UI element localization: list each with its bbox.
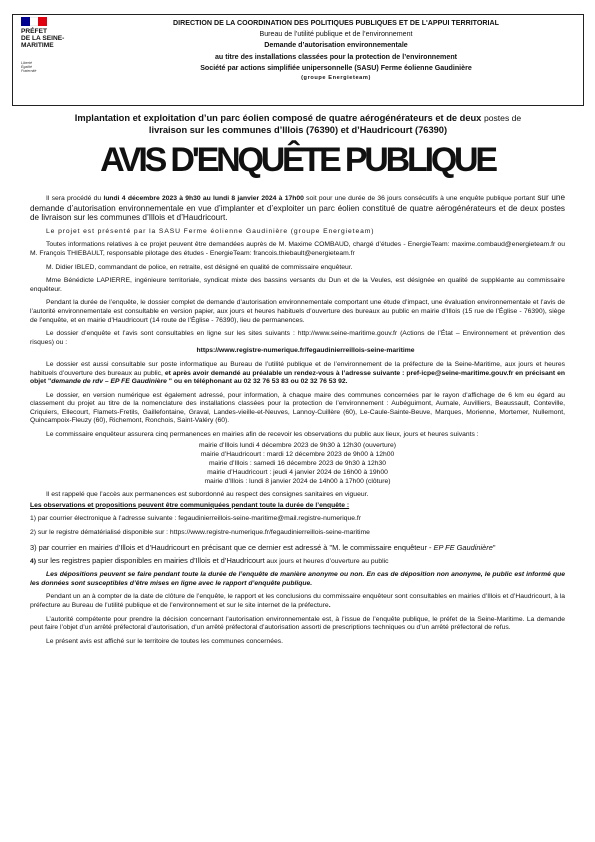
subtitle-part1: Implantation et exploitation d’un parc éolien composé de quatre aérogénérateurs et de deux bbox=[74, 113, 484, 123]
french-flag-icon bbox=[21, 17, 47, 26]
header-societe: Société par actions simplifiée unipersonnelle (SASU) Ferme éolienne Gaudinière bbox=[200, 63, 472, 72]
para-dates-c: soit pour une durée de 36 jours consécutifs à une enquête publique portant bbox=[303, 195, 538, 202]
item-courrier-b: EP FE Gaudinière bbox=[433, 542, 493, 552]
para-autorite: L’autorité compétente pour prendre la décision concernant l’autorisation environnementale est, à l’issue de l’enquête publique, le préfet de la Seine-Maritime. La demande peut faire l’objet d’un arrêté préfectoral d’autorisation, d’un arrêté préfectoral d’autorisation assorti de prescriptions techniques ou d’un arrêté préfectoral de refus. bbox=[30, 615, 565, 632]
para-rapport bbox=[30, 593, 565, 610]
item-courrier-a: 3) par courrier en mairies d’Illois et d’Haudricourt en précisant que ce dernier est adressé à "M. le commissaire enquêteur - bbox=[30, 542, 434, 552]
permanence-item: mairie d’Haudricourt : mardi 12 décembre 2023 de 9h00 à 12h00 bbox=[200, 450, 395, 458]
permanence-item: mairie d’Haudricourt : jeudi 4 janvier 2024 de 16h00 à 19h00 bbox=[207, 468, 388, 476]
item-papier bbox=[30, 557, 565, 567]
permanence-item: mairie d’Illois : lundi 8 janvier 2024 de 14h00 à 17h00 (clôture) bbox=[204, 478, 391, 486]
para-communes: Le dossier, en version numérique est également adressé, pour information, à chaque maire des communes concernées par le rayon d’affichage de 6 km eu égard au classement du projet au titre de la nomenclature des installations classées pour la protection de l’environnement : Aubéguimont, Aumale, Auvilliers, Beaussault, Conteville, Criquiers, Ellecourt, Flamets-Fretils, Gaillefontaine, Graval, Landes-vieille-et-Neuves, Lannoy-Cuillère (60), Le-Caule-Sainte-Beuve, Marques, Morienne, Mortemer, Nullemont, Quincampoix-Fleuzy (60), Richemont, Ronchois, Saint-Valéry (60). bbox=[30, 391, 565, 425]
para-dates-b: lundi 4 décembre 2023 à 9h30 au lundi 8 janvier 2024 à 17h00 bbox=[103, 195, 304, 202]
header-box bbox=[12, 14, 584, 106]
para-poste bbox=[30, 361, 565, 387]
para-poste-a: Le dossier est aussi consultable sur poste informatique au Bureau de l’utilité publique et de l’environnement de la préfecture de la Seine-Maritime, aux jours et heures habituels d’ouverture des bureaux au public, bbox=[30, 360, 565, 377]
para-dates-a: Il sera procédé du bbox=[46, 195, 104, 202]
para-depositions: Les dépositions peuvent se faire pendant toute la durée de l’enquête de manière anonyme ou non. En cas de déposition non anonyme, le public est informé que les données sont susceptibles d’être mises en ligne avec le rapport d’enquête publique. bbox=[30, 571, 565, 587]
header-lines bbox=[91, 18, 581, 83]
para-permanences: Le commissaire enquêteur assurera cinq permanences en mairies afin de recevoir les observations du public aux lieux, jours et heures suivants : bbox=[46, 431, 479, 439]
item-papier-c: aux jours et heures d’ouverture au public bbox=[264, 557, 389, 565]
para-sanitaires: Il est rappelé que l’accès aux permanences est subordonné au respect des consignes sanitaires en vigueur. bbox=[46, 491, 369, 499]
item-papier-a: 4) bbox=[30, 557, 38, 565]
para-online-a: Le dossier d’enquête et l’avis sont consultables en ligne sur les sites suivants : http://www.seine-maritime.gouv.fr (Actions de l’État – Environnement et prévention des risques) ou : bbox=[30, 330, 565, 346]
para-poste-d: " ou en téléphonant au 02 32 76 53 83 ou 02 32 76 53 92. bbox=[166, 378, 348, 386]
logo-text: PRÉFET DE LA SEINE- MARITIME bbox=[21, 28, 65, 50]
para-poste-b: et après avoir demandé au préalable un rendez-vous à l’adresse suivante : pref-icpe@seine-maritime.gouv.fr en précisant en objet " bbox=[30, 369, 565, 386]
item-courrier bbox=[30, 543, 565, 552]
registre-link[interactable]: https://www.registre-numerique.fr/fegaudinierreillois-seine-maritime bbox=[196, 347, 415, 355]
header-bureau: Bureau de l’utilité publique et de l’environnement bbox=[259, 30, 413, 39]
subtitle-part2: postes de bbox=[483, 113, 522, 123]
para-poste-c: demande de rdv – EP FE Gaudinière bbox=[51, 378, 167, 386]
para-affichage: Le présent avis est affiché sur le territoire de toutes les communes concernées. bbox=[46, 637, 283, 645]
para-dates bbox=[30, 193, 565, 223]
para-contacts: Toutes informations relatives à ce projet peuvent être demandées auprès de M. Maxime COMBAUD, chargé d’études - EnergieTeam: maxime.combaud@energieteam.fr ou M. François THIEBAULT, responsable pilotage des études - EnergieTeam: francois.thiebault@energieteam.fr bbox=[30, 241, 565, 257]
para-presenter: Le projet est présenté par la SASU Ferme éolienne Gaudinière (groupe Energieteam) bbox=[46, 227, 375, 235]
item-registre: 2) sur le registre dématérialisé disponible sur : https://www.registre-numerique.fr/fegaudinierreillois-seine-maritime bbox=[30, 528, 370, 536]
subtitle-part4: sur les communes d’Illois (76390) et d’Haudricourt (76390) bbox=[187, 124, 448, 135]
permanence-item: mairie d’Illois : samedi 16 décembre 2023 de 9h30 à 12h30 bbox=[208, 459, 387, 467]
para-rapport-a: Pendant un an à compter de la date de clôture de l’enquête, le rapport et les conclusions du commissaire enquêteur sont consultables en mairies d’Illois et d’Haudricourt, à la préfecture au Bureau de l’utilité publique et de l’environnement et sur le site internet de la préfecture bbox=[30, 593, 565, 610]
notice-body bbox=[30, 193, 565, 651]
para-observations: Les observations et propositions peuvent être communiquées pendant toute la durée de l’enquête : bbox=[30, 501, 350, 509]
prefecture-logo bbox=[17, 17, 87, 97]
para-suppleante: Mme Bénédicte LAPIERRE, ingénieure territoriale, syndicat mixte des bassins versants du Dun et de la Veules, est désignée en qualité de suppléante au commissaire enquêteur. bbox=[30, 277, 565, 293]
item-email: 1) par courrier électronique à l’adresse suivante : fegaudinierreillois-seine-maritime@mail.registre-numerique.fr bbox=[30, 515, 361, 523]
header-groupe: (groupe Energieteam) bbox=[301, 75, 371, 82]
project-subtitle bbox=[24, 113, 572, 136]
para-dossier: Pendant la durée de l’enquête, le dossier complet de demande d’autorisation environnementale comportant une étude d’impact, une évaluation environnementale et l’avis de l’autorité environnementale est consultable en version papier, aux jours et heures habituels d’ouverture des bureaux au public en mairie d’Illois (15 rue de l’Église - 76390), siège de l’enquête, et en mairie d’Haudricourt (14 route de l’Église - 76390), lieu de permanences. bbox=[30, 299, 565, 324]
permanences-list bbox=[30, 441, 565, 486]
para-dates-d: sur une demande d’autorisation environnementale en vue d’implanter et d’exploiter un parc éolien constitué de quatre aérogénérateurs et de deux postes de livraison sur les communes d’Illois et d’Haudricourt. bbox=[30, 193, 566, 223]
header-direction: DIRECTION DE LA COORDINATION DES POLITIQUES PUBLIQUES ET DE L'APPUI TERRITORIAL bbox=[173, 19, 499, 27]
subtitle-part3: livraison bbox=[148, 124, 188, 135]
para-commissaire: M. Didier IBLED, commandant de police, en retraite, est désigné en qualité de commissaire enquêteur. bbox=[46, 263, 353, 271]
header-icpe: au titre des installations classées pour la protection de l’environnement bbox=[214, 52, 458, 61]
page-title: AVIS D'ENQUÊTE PUBLIQUE bbox=[100, 141, 495, 179]
para-rapport-b: . bbox=[328, 602, 331, 610]
para-online bbox=[30, 330, 565, 356]
permanence-item: mairie d’Illois lundi 4 décembre 2023 de 9h30 à 12h30 (ouverture) bbox=[199, 441, 396, 449]
logo-motto: Liberté Égalité Fraternité bbox=[21, 61, 37, 73]
header-demande: Demande d’autorisation environnementale bbox=[264, 41, 408, 50]
item-papier-b: sur les registres papier disponibles en mairies d’Illois et d’Haudricourt bbox=[37, 555, 265, 565]
item-courrier-c: " bbox=[492, 542, 496, 552]
